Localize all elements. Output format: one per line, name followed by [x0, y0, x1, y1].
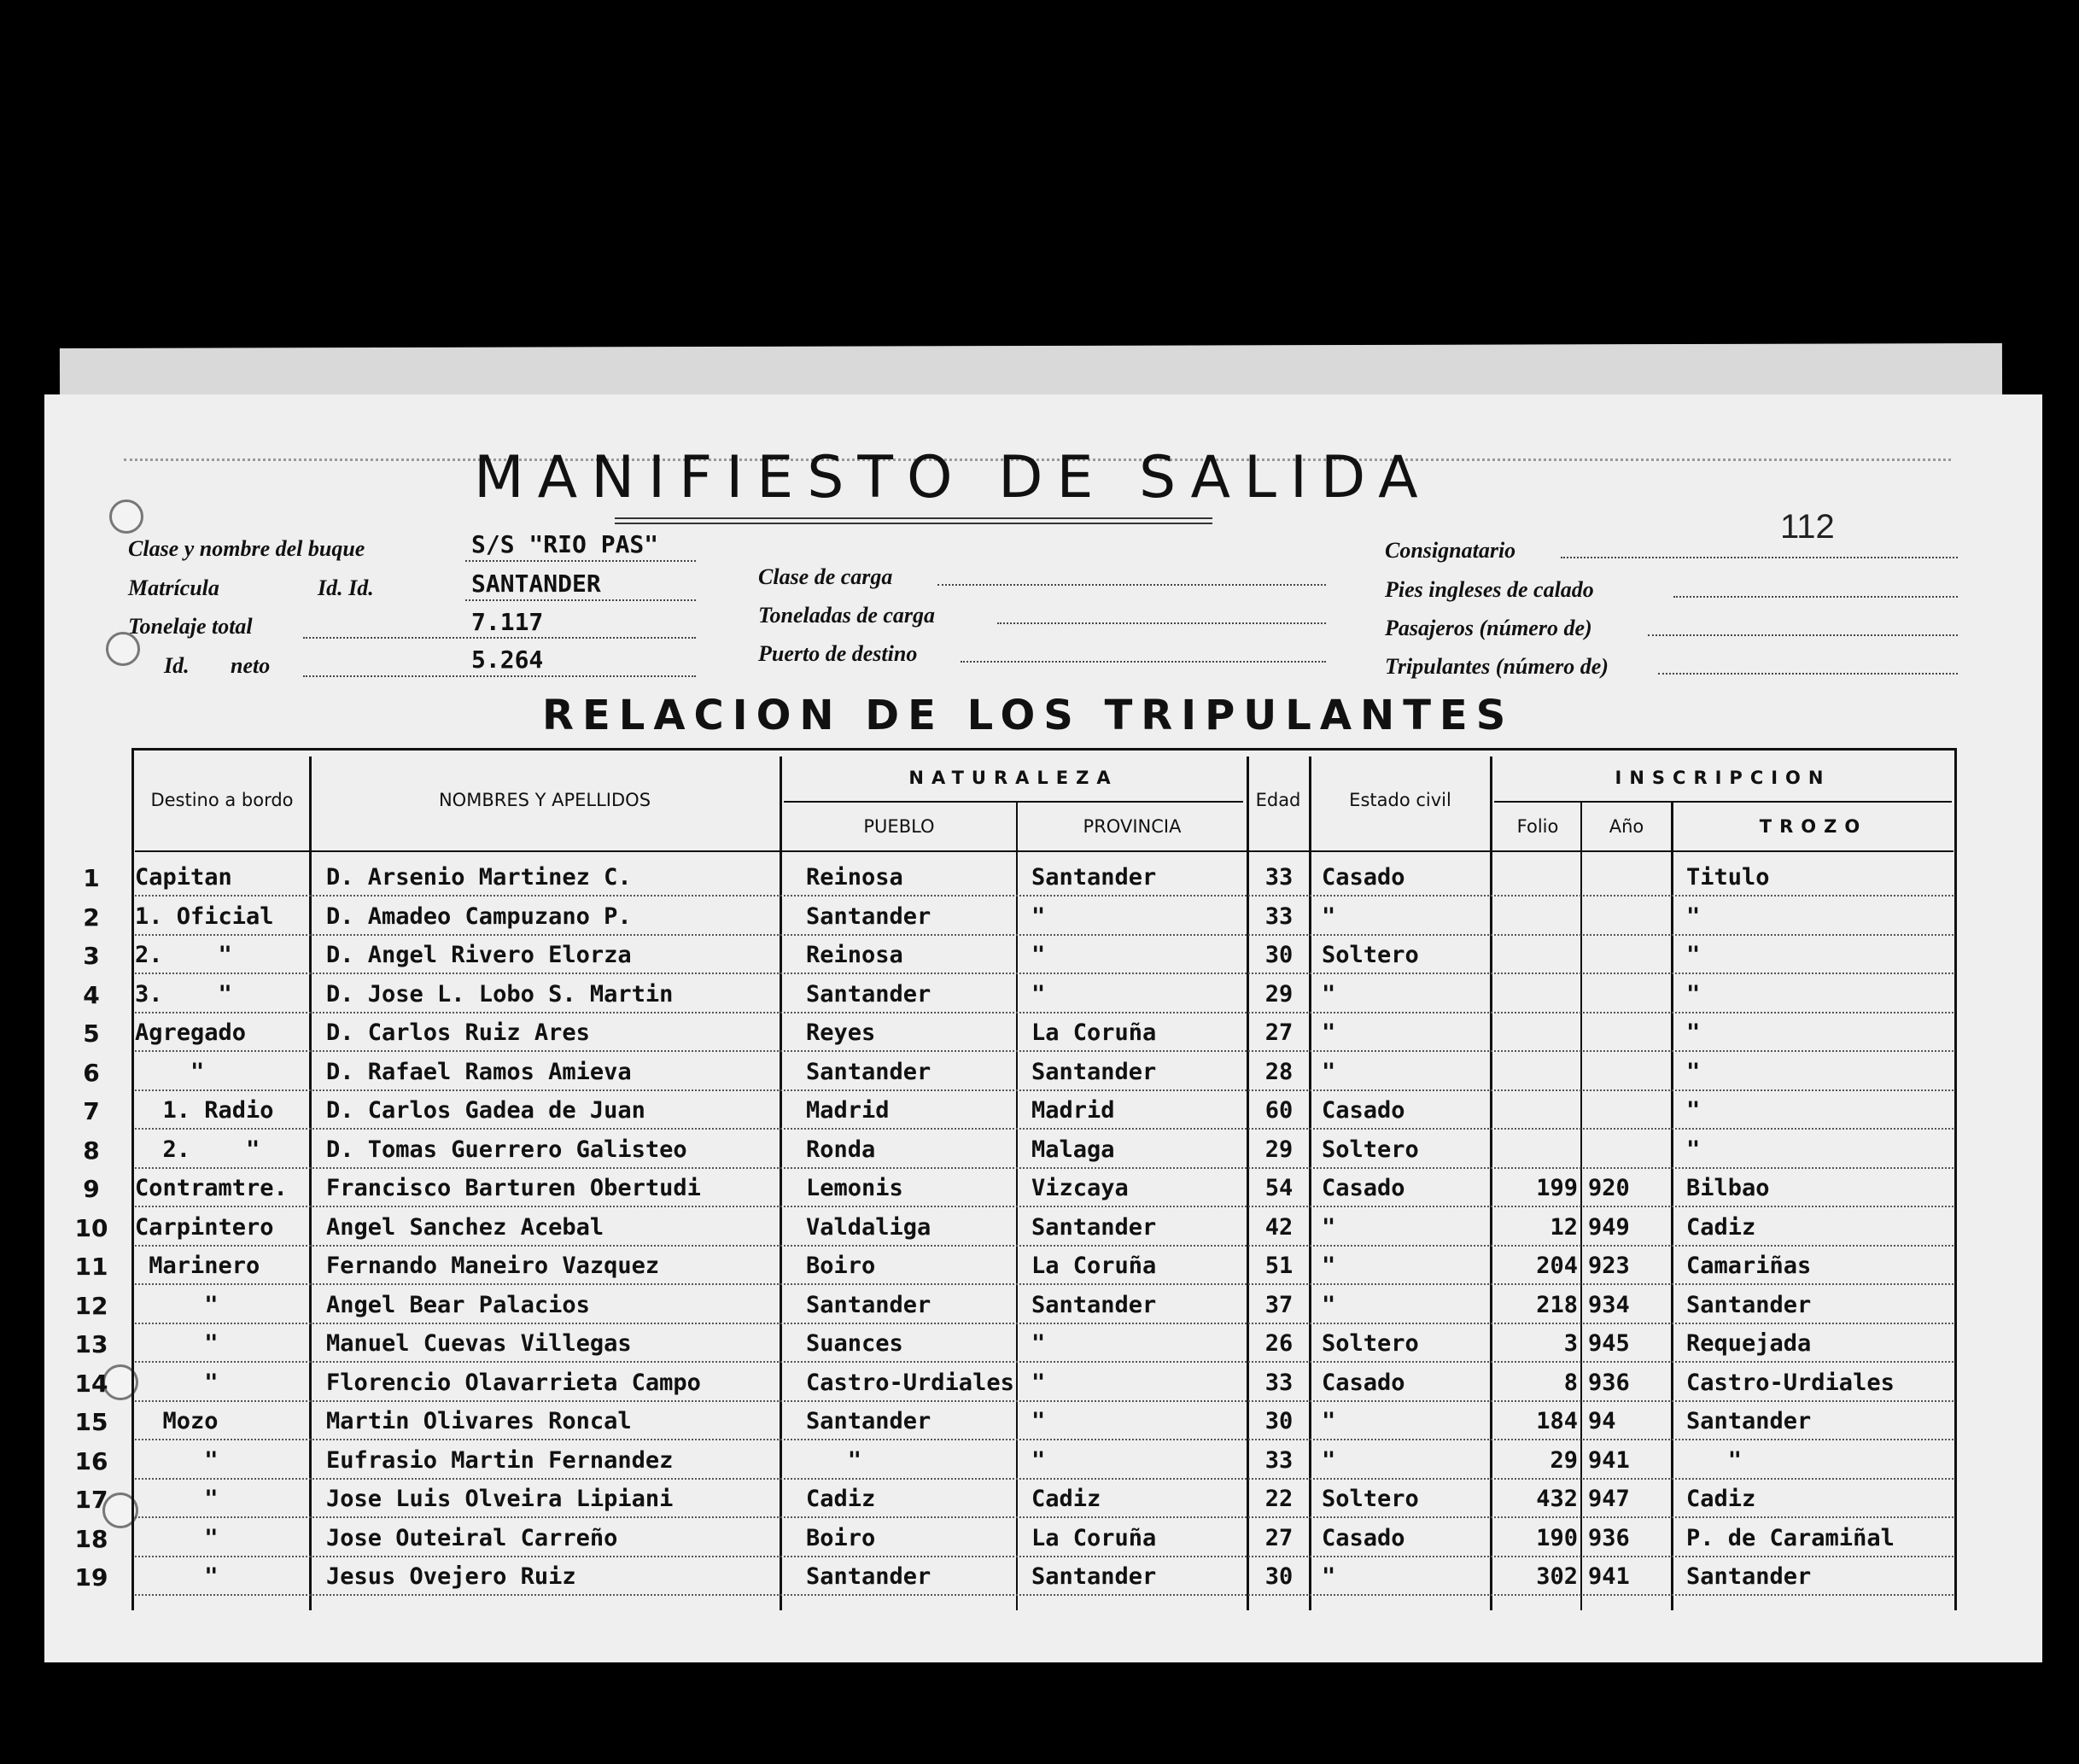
cell-ano: 941: [1588, 1446, 1630, 1474]
row-number: 7: [83, 1097, 100, 1125]
cell-provincia: Madrid: [1031, 1097, 1115, 1124]
row-dotted-line: [135, 1206, 1953, 1207]
cell-edad: 29: [1264, 980, 1294, 1008]
cell-estado: Casado: [1322, 1524, 1405, 1551]
header-pueblo: PUEBLO: [863, 816, 935, 837]
cell-folio: 184: [1536, 1408, 1578, 1434]
cell-ano: 936: [1588, 1524, 1630, 1551]
row-number: 8: [83, 1136, 100, 1165]
cell-pueblo: Boiro: [806, 1253, 876, 1279]
cell-trozo: P. de Caramiñal: [1686, 1524, 1895, 1551]
cell-trozo: ": [1686, 980, 1701, 1008]
cell-nombre: Fernando Maneiro Vazquez: [326, 1253, 660, 1279]
header-edad: Edad: [1255, 790, 1301, 810]
cell-trozo: ": [1686, 1019, 1701, 1046]
net-value: 5.264: [471, 645, 544, 674]
row-dotted-line: [135, 1361, 1953, 1363]
row-dotted-line: [135, 1478, 1953, 1480]
row-number: 11: [74, 1253, 108, 1281]
header-folio: Folio: [1516, 816, 1559, 837]
header-destino: Destino a bordo: [150, 790, 294, 810]
crew-count-line: [1658, 673, 1958, 675]
row-dotted-line: [135, 973, 1953, 974]
header-nombres: NOMBRES Y APELLIDOS: [438, 790, 651, 810]
row-number: 4: [83, 980, 100, 1009]
title-rule: [615, 523, 1212, 524]
cell-edad: 33: [1264, 1446, 1294, 1474]
col-divider-estado: [1490, 756, 1492, 1610]
cell-nombre: Jose Outeiral Carreño: [326, 1524, 618, 1551]
draft-label: Pies ingleses de calado: [1385, 577, 1594, 602]
cell-trozo: Cadiz: [1686, 1213, 1756, 1241]
net-label: neto: [231, 653, 271, 678]
col-divider-provincia: [1247, 756, 1249, 1610]
table-left-border: [131, 748, 134, 1610]
cell-provincia: Santander: [1031, 1058, 1157, 1085]
cell-folio: 190: [1536, 1524, 1578, 1551]
cell-estado: Soltero: [1322, 1486, 1419, 1512]
cell-provincia: La Coruña: [1031, 1253, 1157, 1279]
cell-estado: ": [1322, 1408, 1336, 1434]
cell-folio: 218: [1536, 1291, 1578, 1318]
crew-count-label: Tripulantes (número de): [1385, 654, 1609, 679]
cell-provincia: Santander: [1031, 1291, 1157, 1318]
cell-estado: ": [1322, 1058, 1336, 1085]
row-dotted-line: [135, 1283, 1953, 1285]
cell-trozo: Requejada: [1686, 1330, 1812, 1357]
cell-nombre: D. Carlos Gadea de Juan: [326, 1097, 645, 1124]
row-dotted-line: [135, 1128, 1953, 1130]
cell-folio: 3: [1563, 1330, 1578, 1357]
cell-edad: 33: [1264, 1369, 1294, 1396]
cell-nombre: D. Carlos Ruiz Ares: [326, 1019, 590, 1046]
cell-trozo: Bilbao: [1686, 1175, 1770, 1201]
cell-destino: Carpintero: [135, 1213, 274, 1241]
ship-class-label: Clase y nombre del buque: [128, 536, 365, 561]
cell-destino: ": [135, 1486, 219, 1512]
net-id-label: Id.: [164, 653, 190, 678]
tonnage-label: Tonelaje total: [128, 614, 253, 639]
cell-destino: 1. Oficial: [135, 902, 274, 930]
cell-nombre: Francisco Barturen Obertudi: [326, 1175, 701, 1201]
cell-estado: Casado: [1322, 1369, 1405, 1396]
row-dotted-line: [135, 895, 1953, 897]
cell-trozo: ": [1686, 1097, 1701, 1124]
cell-pueblo: Santander: [806, 1058, 931, 1085]
cell-edad: 30: [1264, 942, 1294, 968]
cell-provincia: ": [1031, 1446, 1046, 1474]
cell-provincia: ": [1031, 1408, 1046, 1434]
cell-pueblo: Santander: [806, 1408, 931, 1434]
cell-edad: 51: [1264, 1253, 1294, 1279]
cell-destino: ": [135, 1369, 219, 1396]
cell-pueblo: Lemonis: [806, 1175, 903, 1201]
cell-folio: 12: [1550, 1213, 1578, 1241]
table-top-border: [131, 748, 1957, 751]
header-provincia: PROVINCIA: [1083, 816, 1182, 837]
cell-pueblo: Cadiz: [806, 1486, 876, 1512]
cell-nombre: Angel Sanchez Acebal: [326, 1213, 604, 1241]
cell-pueblo: Madrid: [806, 1097, 890, 1124]
row-number: 13: [74, 1330, 108, 1358]
cargo-tons-label: Toneladas de carga: [758, 603, 936, 628]
row-dotted-line: [135, 1167, 1953, 1169]
cell-provincia: ": [1031, 902, 1046, 930]
header-ano: Año: [1609, 816, 1644, 837]
cell-estado: ": [1322, 1563, 1336, 1590]
col-divider-destino: [309, 756, 312, 1610]
cell-estado: Casado: [1322, 1175, 1405, 1201]
cell-provincia: ": [1031, 1369, 1046, 1396]
cell-estado: Soltero: [1322, 942, 1419, 968]
naturaleza-underline: [784, 801, 1243, 803]
row-number: 3: [83, 942, 100, 970]
cell-destino: ": [135, 1291, 219, 1318]
cell-estado: ": [1322, 902, 1336, 930]
cell-ano: 947: [1588, 1486, 1630, 1512]
cell-edad: 60: [1264, 1097, 1294, 1124]
cell-trozo: ": [1686, 1136, 1701, 1163]
cell-provincia: Vizcaya: [1031, 1175, 1129, 1201]
row-number: 17: [74, 1486, 108, 1514]
cell-edad: 27: [1264, 1019, 1294, 1046]
cell-ano: 949: [1588, 1213, 1630, 1241]
row-number: 1: [83, 864, 100, 892]
row-dotted-line: [135, 1556, 1953, 1557]
registration-id-label: Id. Id.: [318, 575, 374, 600]
cell-pueblo: Castro-Urdiales: [806, 1369, 1014, 1396]
cell-provincia: Santander: [1031, 864, 1157, 891]
cell-trozo: Cadiz: [1686, 1486, 1756, 1512]
row-dotted-line: [135, 1323, 1953, 1324]
cell-trozo: Titulo: [1686, 864, 1770, 891]
cell-estado: ": [1322, 1019, 1336, 1046]
cell-estado: ": [1322, 1446, 1336, 1474]
cell-estado: Soltero: [1322, 1330, 1419, 1357]
row-number: 5: [83, 1019, 100, 1048]
row-number: 19: [74, 1563, 108, 1592]
cell-destino: ": [135, 1058, 205, 1085]
cell-pueblo: Reinosa: [806, 942, 903, 968]
cell-nombre: D. Angel Rivero Elorza: [326, 942, 632, 968]
cell-estado: ": [1322, 1213, 1336, 1241]
cell-nombre: D. Tomas Guerrero Galisteo: [326, 1136, 687, 1163]
page-number: 112: [1780, 508, 1835, 546]
cell-folio: 204: [1536, 1253, 1578, 1279]
cell-trozo: ": [1686, 902, 1701, 930]
cell-nombre: Martin Olivares Roncal: [326, 1408, 632, 1434]
cell-destino: Contramtre.: [135, 1175, 288, 1201]
cell-folio: 8: [1563, 1369, 1578, 1396]
cell-destino: Agregado: [135, 1019, 247, 1046]
inscripcion-underline: [1494, 801, 1952, 803]
cell-edad: 29: [1264, 1136, 1294, 1163]
registration-line: [465, 599, 696, 601]
cell-estado: ": [1322, 1253, 1336, 1279]
row-number: 15: [74, 1408, 108, 1436]
cell-trozo: Camariñas: [1686, 1253, 1812, 1279]
cell-pueblo: Suances: [806, 1330, 903, 1357]
cell-pueblo: Santander: [806, 902, 931, 930]
row-number: 2: [83, 902, 100, 932]
cell-destino: Capitan: [135, 864, 232, 891]
cell-trozo: ": [1686, 1058, 1701, 1085]
cell-destino: Mozo: [135, 1408, 219, 1434]
cell-edad: 54: [1264, 1175, 1294, 1201]
row-dotted-line: [135, 1089, 1953, 1091]
cell-pueblo: Santander: [806, 1563, 931, 1590]
cell-provincia: La Coruña: [1031, 1019, 1157, 1046]
cargo-tons-line: [997, 622, 1326, 624]
header-estado: Estado civil: [1349, 790, 1451, 810]
cell-ano: 920: [1588, 1175, 1630, 1201]
cell-destino: ": [135, 1524, 219, 1551]
cell-edad: 30: [1264, 1408, 1294, 1434]
punch-hole: [109, 499, 143, 534]
cell-edad: 37: [1264, 1291, 1294, 1318]
cell-nombre: D. Amadeo Campuzano P.: [326, 902, 632, 930]
cell-ano: 94: [1588, 1408, 1616, 1434]
cargo-class-line: [937, 584, 1326, 586]
registration-value: SANTANDER: [471, 570, 601, 598]
passengers-label: Pasajeros (número de): [1385, 616, 1592, 640]
cell-ano: 923: [1588, 1253, 1630, 1279]
cell-trozo: Santander: [1686, 1563, 1812, 1590]
consignee-line: [1561, 557, 1958, 558]
cell-folio: 199: [1536, 1175, 1578, 1201]
cell-nombre: Jose Luis Olveira Lipiani: [326, 1486, 674, 1512]
ship-class-line: [465, 560, 696, 562]
cell-estado: Casado: [1322, 864, 1405, 891]
cell-destino: ": [135, 1330, 219, 1357]
row-number: 14: [74, 1369, 108, 1398]
cell-trozo: ": [1686, 942, 1701, 968]
cell-pueblo: Reyes: [806, 1019, 876, 1046]
cell-provincia: ": [1031, 942, 1046, 968]
cell-ano: 934: [1588, 1291, 1630, 1318]
cell-nombre: Eufrasio Martin Fernandez: [326, 1446, 674, 1474]
cell-nombre: D. Arsenio Martinez C.: [326, 864, 632, 891]
cell-estado: ": [1322, 980, 1336, 1008]
destination-port-label: Puerto de destino: [758, 641, 918, 666]
cell-provincia: Santander: [1031, 1563, 1157, 1590]
cell-destino: 2. ": [135, 942, 232, 968]
draft-line: [1673, 596, 1958, 598]
title-rule: [615, 517, 1212, 519]
cell-destino: 2. ": [135, 1136, 260, 1163]
row-number: 10: [74, 1213, 108, 1242]
row-number: 12: [74, 1291, 108, 1320]
cell-trozo: Santander: [1686, 1408, 1812, 1434]
cell-destino: 1. Radio: [135, 1097, 274, 1124]
cell-folio: 302: [1536, 1563, 1578, 1590]
cell-pueblo: Santander: [806, 1291, 931, 1318]
cell-edad: 22: [1264, 1486, 1294, 1512]
cell-trozo: Castro-Urdiales: [1686, 1369, 1895, 1396]
row-dotted-line: [135, 1245, 1953, 1247]
header-naturaleza: NATURALEZA: [908, 768, 1118, 788]
cell-ano: 941: [1588, 1563, 1630, 1590]
page-title: MANIFIESTO DE SALIDA: [474, 444, 1432, 511]
row-dotted-line: [135, 1516, 1953, 1518]
cell-destino: 3. ": [135, 980, 232, 1008]
row-dotted-line: [135, 1400, 1953, 1402]
cell-provincia: Santander: [1031, 1213, 1157, 1241]
row-dotted-line: [135, 1012, 1953, 1013]
cell-trozo: ": [1686, 1446, 1743, 1474]
cell-edad: 27: [1264, 1524, 1294, 1551]
registration-label: Matrícula: [128, 575, 219, 600]
cell-nombre: Manuel Cuevas Villegas: [326, 1330, 632, 1357]
tonnage-line: [303, 637, 696, 639]
cell-destino: ": [135, 1446, 219, 1474]
row-dotted-line: [135, 1594, 1953, 1596]
cell-destino: Marinero: [135, 1253, 260, 1279]
cell-edad: 26: [1264, 1330, 1294, 1357]
cell-nombre: Jesus Ovejero Ruiz: [326, 1563, 576, 1590]
cargo-class-label: Clase de carga: [758, 564, 893, 589]
cell-provincia: ": [1031, 1330, 1046, 1357]
cell-edad: 33: [1264, 902, 1294, 930]
cell-provincia: La Coruña: [1031, 1524, 1157, 1551]
cell-folio: 29: [1550, 1446, 1578, 1474]
cell-nombre: Angel Bear Palacios: [326, 1291, 590, 1318]
cell-ano: 936: [1588, 1369, 1630, 1396]
cell-edad: 28: [1264, 1058, 1294, 1085]
cell-folio: 432: [1536, 1486, 1578, 1512]
cell-pueblo: Ronda: [806, 1136, 876, 1163]
cell-trozo: Santander: [1686, 1291, 1812, 1318]
cell-estado: Casado: [1322, 1097, 1405, 1124]
cell-destino: ": [135, 1563, 219, 1590]
row-dotted-line: [135, 1050, 1953, 1052]
crew-list-title: RELACION DE LOS TRIPULANTES: [542, 692, 1515, 739]
ship-class-value: S/S "RIO PAS": [471, 530, 659, 558]
cell-nombre: Florencio Olavarrieta Campo: [326, 1369, 701, 1396]
cell-estado: ": [1322, 1291, 1336, 1318]
row-number: 9: [83, 1175, 100, 1203]
row-number: 16: [74, 1446, 108, 1475]
cell-pueblo: ": [806, 1446, 862, 1474]
row-number: 6: [83, 1058, 100, 1087]
row-dotted-line: [135, 1439, 1953, 1440]
destination-port-line: [961, 661, 1326, 663]
cell-provincia: Malaga: [1031, 1136, 1115, 1163]
tonnage-value: 7.117: [471, 608, 544, 636]
cell-pueblo: Boiro: [806, 1524, 876, 1551]
header-trozo: TROZO: [1759, 816, 1868, 837]
cell-nombre: D. Jose L. Lobo S. Martin: [326, 980, 674, 1008]
col-divider-edad: [1309, 756, 1311, 1610]
cell-nombre: D. Rafael Ramos Amieva: [326, 1058, 632, 1085]
cell-provincia: ": [1031, 980, 1046, 1008]
net-line: [303, 675, 696, 677]
cell-pueblo: Valdaliga: [806, 1213, 931, 1241]
cell-edad: 33: [1264, 864, 1294, 891]
cell-pueblo: Santander: [806, 980, 931, 1008]
cell-estado: Soltero: [1322, 1136, 1419, 1163]
passengers-line: [1648, 634, 1958, 636]
row-number: 18: [74, 1524, 108, 1553]
consignee-label: Consignatario: [1385, 538, 1516, 563]
cell-provincia: Cadiz: [1031, 1486, 1101, 1512]
cell-edad: 42: [1264, 1213, 1294, 1241]
cell-ano: 945: [1588, 1330, 1630, 1357]
col-divider-nombres: [780, 756, 782, 1610]
header-inscripcion: INSCRIPCION: [1615, 768, 1831, 788]
row-dotted-line: [135, 934, 1953, 936]
header-bottom-rule: [135, 850, 1953, 852]
cell-edad: 30: [1264, 1563, 1294, 1590]
cell-pueblo: Reinosa: [806, 864, 903, 891]
